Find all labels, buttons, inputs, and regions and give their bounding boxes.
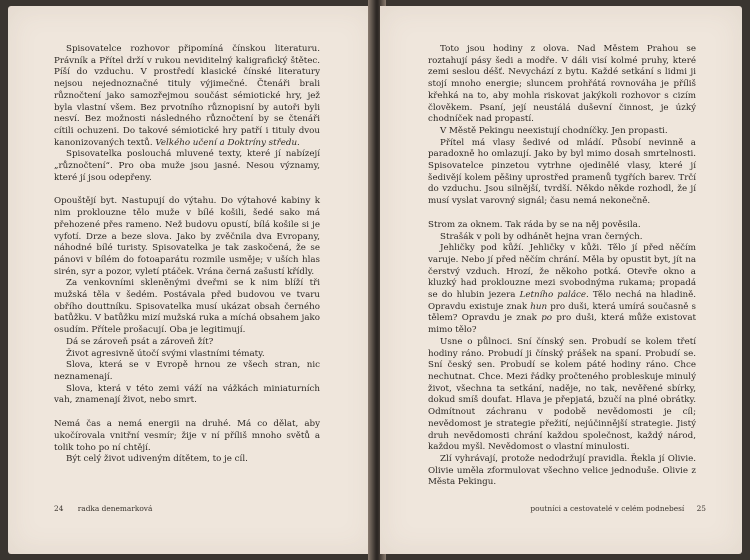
- paragraph-text: Jehličky pod kůží. Jehličky v kůži. Tělo jí před něčím varuje. Nebo jí před něčím chrání. Měla by opustit byt, jít na čerstvý vzduch. Hrozí, že někoho potká. Otevře okno a kluzký had proklouzne mezi svobodnýma rukama; propadá se do hlubin jezera: [428, 243, 696, 301]
- paragraph: [428, 220, 696, 232]
- paragraph: [54, 278, 320, 337]
- paragraph-text: Toto jsou hodiny z olova. Nad Městem Prahou se roztahují pásy šedi a modře. V dáli visí kolmé pruhy, které zemi seslou déšť. Nevychází z bytu. Každé setkání s lidmi ji stojí mnoho energie; sluncem prohřátá rovnováha je příliš křehká na to, aby mohla riskovat jakýkoli rozhovor s cizím člověkem. Psaní, její neustálá duševní činnost, je úzký chodníček nad propastí.: [428, 44, 696, 125]
- paragraph-gap: [428, 208, 696, 220]
- paragraph: [428, 232, 696, 244]
- paragraph: [428, 44, 696, 126]
- paragraph-text: Život agresivně útočí svými vlastními tématy.: [66, 348, 265, 359]
- italic-text: Letního paláce.: [519, 290, 589, 301]
- paragraph: [428, 337, 696, 454]
- paragraph: [428, 243, 696, 337]
- paragraph: [428, 138, 696, 208]
- paragraph: [54, 44, 320, 149]
- right-page-footer: [486, 504, 706, 513]
- paragraph-text: Strašák v poli by odhánět hejna vran černých.: [440, 231, 643, 242]
- italic-text: hun: [530, 301, 548, 312]
- paragraph: [54, 337, 320, 349]
- paragraph: [428, 454, 696, 489]
- page-number-right: 25: [696, 504, 706, 513]
- paragraph: [54, 149, 320, 184]
- page-number-left: 24: [54, 504, 64, 513]
- paragraph-text: Spisovatelka poslouchá mluvené texty, které jí nabízejí „různočtení“. Pro oba muže jsou jasné. Nesou významy, které jí jsou odepřeny.: [54, 149, 320, 183]
- left-page-footer: [54, 504, 152, 513]
- paragraph: [54, 196, 320, 278]
- paragraph-text: Usne o půlnoci. Sní čínský sen. Probudí se kolem třetí hodiny ráno. Probudí ji čínský prášek na spaní. Probudí se. Sní český sen. Probudí se kolem páté hodiny ráno. Chce nechutnat. Chce. Mezi řádky pročteného probleskuje minulý život, všechna ta setkání, naděje, no tak, nevěřené sbírky, dokud smíš doufat. Hlava je přepjatá, bzučí na plné obrátky. Odmítnout záchranu v podobě nevědomosti je cíl; nevědomost je strategie přežití, nejúčinnější strategie. Jistý druh nevědomosti chrání každou společnost, každý národ, každou myšl. Nevědomost o vlastní minulosti.: [428, 336, 696, 453]
- paragraph: [54, 419, 320, 454]
- italic-text: po: [541, 313, 553, 324]
- left-page: [8, 6, 374, 554]
- paragraph: [428, 126, 696, 138]
- right-page: [380, 6, 742, 554]
- right-page-text: [428, 44, 696, 489]
- paragraph: [54, 384, 320, 407]
- paragraph-text: Spisovatelce rozhovor připomíná čínskou literaturu. Právník a Přítel drží v rukou neviditelný kaligrafický štětec. Píší do vzduchu. V prostředí klasické čínské literatury nejsou nejednoznačné tituly výjimečné. Čtenáři brali různočtení jako samozřejmou součást sémiotické hry, jež byla vlastní všem. Bez prvotního různopisní by autoři byli nesví. Bez možnosti následného různočtení by se čtenáři cítili ochuzeni. Do takové sémiotické hry patří i tituly dvou kanonizovaných textů.: [54, 44, 320, 148]
- paragraph-text: Zlí vyhrávají, protože nedodržují pravidla. Řekla jí Olivie. Olivie uměla zformulovat všechno velice jednoduše. Olivie z Města Pekingu.: [428, 453, 696, 488]
- paragraph: [54, 360, 320, 383]
- paragraph-text: Být celý život udiveným dítětem, to je cíl.: [66, 454, 248, 465]
- paragraph-text: Opouštějí byt. Nastupují do výtahu. Do výtahové kabiny k nim proklouzne tělo muže v bílé košili, šedé sako má přehozené přes rameno. Než budovu opustí, bílá košile si je vyfotí. Drze a beze slova. Jako by zvěčnila dva Evropany, náhodné bílé turisty. Spisovatelka je tak zaskočená, že se pánovi v bílém do fotoaparátu rozmile usměje; v uších hlas sirén, syr a pozor, vyletí ptáček. Vrána černá zašustí křídly.: [54, 196, 320, 277]
- running-head-left: radka denemarková: [77, 504, 153, 513]
- paragraph-text: Slova, která se v Evropě hrnou ze všech stran, nic neznamenají.: [54, 360, 320, 382]
- running-head-right: poutníci a cestovatelé v celém podnebesí: [530, 504, 685, 513]
- paragraph-text: Nemá čas a nemá energii na druhé. Má co dělat, aby ukočírovala vnitřní vesmír; žije v ní příliš mnoho světů a tolik toho po ní chtějí.: [54, 419, 320, 453]
- paragraph-text: V Městě Pekingu neexistují chodníčky. Jen propasti.: [440, 125, 668, 136]
- paragraph-text: Tělo nechá na hladině. Opravdu existuje znak: [428, 290, 696, 312]
- paragraph-gap: [54, 184, 320, 196]
- paragraph-gap: [54, 407, 320, 419]
- paragraph-text: Přítel má vlasy šedivé od mládí. Působí nevinně a paradoxně ho omlazují. Jako by byl mimo dosah smrtelnosti. Spisovatelce pinzetou vytrhne ojedinělé vlasy, které jí šedivějí kolem pěšiny uprostřed pramenů tygřích barev. Trčí do vzduchu. Jsou silnější, tvrdší. Někdo někde rozhodl, že jí musí vyslat varovný signál; času nemá nekonečně.: [428, 137, 696, 207]
- italic-text: Velkého učení a Doktríny středu.: [155, 137, 300, 148]
- paragraph-text: Dá se zároveň psát a zároveň žít?: [66, 336, 214, 347]
- paragraph-text: pro duši, která umírá současně s tělem? Opravdu je znak: [428, 301, 697, 324]
- paragraph-text: Za venkovními skleněnými dveřmi se k nim blíží tři mužská těla v šedém. Postávala před budovou ve tvaru obřího douttníku. Spisovatelka musí ukázat obsah černého batůžku. V batůžku mizí mužská ruka a míchá obsahem jako osudím. Přítele prošacují. Oba je legitimují.: [54, 278, 320, 336]
- paragraph: [54, 349, 320, 361]
- paragraph-text: Strom za oknem. Tak ráda by se na něj pověsila.: [428, 219, 641, 230]
- paragraph-text: Slova, která v této zemi váží na vážkách miniaturních vah, znamenají život, nebo smrt.: [54, 383, 320, 406]
- left-page-text: [54, 44, 320, 466]
- paragraph-text: pro duši, která může existovat mimo tělo?: [428, 313, 697, 336]
- paragraph: [54, 454, 320, 466]
